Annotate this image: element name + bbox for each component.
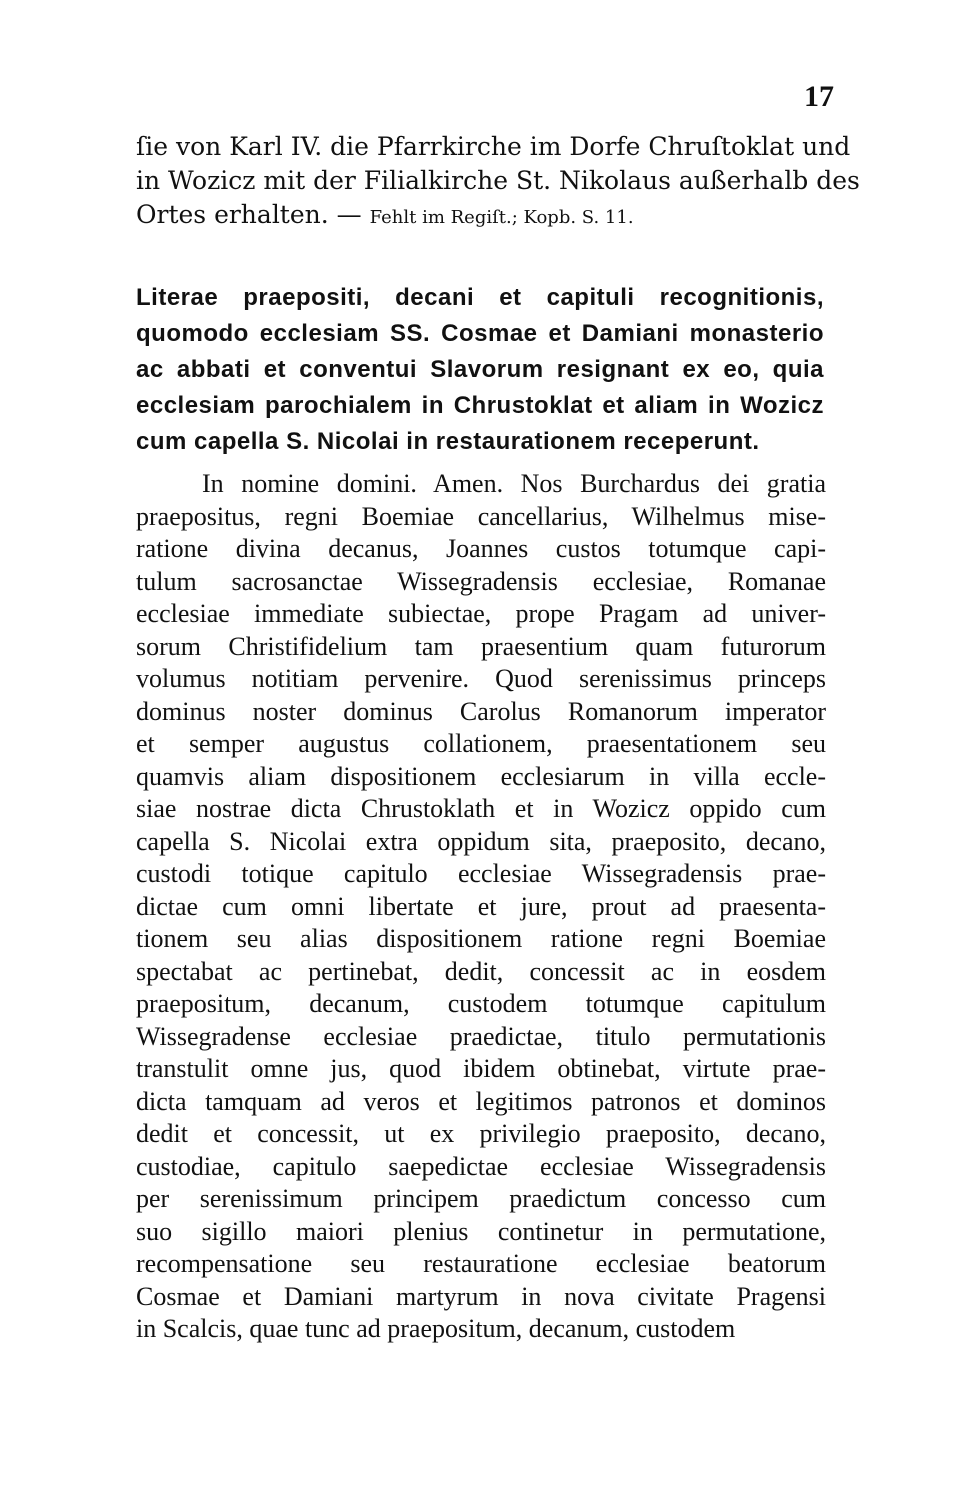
body-line: sorum Christifidelium tam praesentium quam futurorum bbox=[136, 631, 826, 661]
body-line: per serenissimum principem praedictum concesso cum bbox=[136, 1184, 826, 1213]
body-line: capella S. Nicolai extra oppidum sita, praeposito, decano, bbox=[136, 826, 826, 856]
note-line: in Wozicz mit der Filialkirche St. Nikolaus außerhalb des bbox=[136, 166, 860, 195]
body-line: volumus notitiam pervenire. Quod serenissimus princeps bbox=[136, 664, 826, 693]
document-heading bbox=[136, 280, 824, 460]
body-line: Wissegradense ecclesiae praedictae, titulo permutationis bbox=[136, 1021, 826, 1051]
body-line: spectabat ac pertinebat, dedit, concessit ac in eosdem bbox=[136, 956, 826, 986]
body-line: ratione divina decanus, Joannes custos totumque capi- bbox=[136, 534, 826, 563]
note-line: ſie von Karl IV. die Pfarrkirche im Dorfe Chruſtoklat und bbox=[136, 132, 851, 161]
body-line: praepositus, regni Boemiae cancellarius, Wilhelmus mise- bbox=[136, 501, 826, 531]
body-line: tionem seu alias dispositionem ratione regni Boemiae bbox=[136, 924, 826, 953]
body-line: recompensatione seu restauratione ecclesiae beatorum bbox=[136, 1249, 826, 1278]
heading-line: cum capella S. Nicolai in restaurationem receperunt. bbox=[136, 428, 760, 455]
heading-line: ecclesiam parochialem in Chrustoklat et aliam in Wozicz bbox=[136, 392, 824, 419]
body-line: transtulit omne jus, quod ibidem obtinebat, virtute prae- bbox=[136, 1054, 826, 1083]
body-line: siae nostrae dicta Chrustoklath et in Wozicz oppido cum bbox=[136, 794, 826, 823]
body-line: custodi totique capitulo ecclesiae Wissegradensis prae- bbox=[136, 859, 826, 888]
body-line: quamvis aliam dispositionem ecclesiarum in villa eccle- bbox=[136, 761, 826, 791]
note-line bbox=[136, 198, 824, 235]
note-line-text: Ortes erhalten. — bbox=[136, 200, 362, 229]
body-line: dictae cum omni libertate et jure, prout ad praesenta- bbox=[136, 891, 826, 921]
body-line: In nomine domini. Amen. Nos Burchardus dei gratia bbox=[202, 469, 826, 498]
heading-line: quomodo ecclesiam SS. Cosmae et Damiani monasterio bbox=[136, 320, 824, 347]
body-line: Cosmae et Damiani martyrum in nova civitate Pragensi bbox=[136, 1281, 826, 1311]
body-line: dicta tamquam ad veros et legitimos patronos et dominos bbox=[136, 1086, 826, 1116]
body-line: ecclesiae immediate subiectae, prope Pragam ad univer- bbox=[136, 599, 826, 628]
body-line: dominus noster dominus Carolus Romanorum imperator bbox=[136, 696, 826, 726]
heading-line: Literae praepositi, decani et capituli recognitionis, bbox=[136, 284, 824, 311]
body-line: suo sigillo maiori plenius continetur in permutatione, bbox=[136, 1216, 826, 1246]
page-number: 17 bbox=[804, 80, 834, 113]
body-line: dedit et concessit, ut ex privilegio praeposito, decano, bbox=[136, 1119, 826, 1148]
archival-citation: Fehlt im Regiſt.; Kopb. S. 11. bbox=[369, 207, 634, 228]
body-line: praepositum, decanum, custodem totumque capitulum bbox=[136, 989, 826, 1018]
body-line: tulum sacrosanctae Wissegradensis ecclesiae, Romanae bbox=[136, 566, 826, 596]
body-line: et semper augustus collationem, praesentationem seu bbox=[136, 729, 826, 758]
body-line: in Scalcis, quae tunc ad praepositum, decanum, custodem bbox=[136, 1314, 736, 1343]
charter-body-text bbox=[136, 468, 826, 1346]
heading-line: ac abbati et conventui Slavorum resignant ex eo, quia bbox=[136, 356, 824, 383]
body-line: custodiae, capitulo saepedictae ecclesiae Wissegradensis bbox=[136, 1151, 826, 1181]
preceding-note-german bbox=[136, 130, 860, 235]
